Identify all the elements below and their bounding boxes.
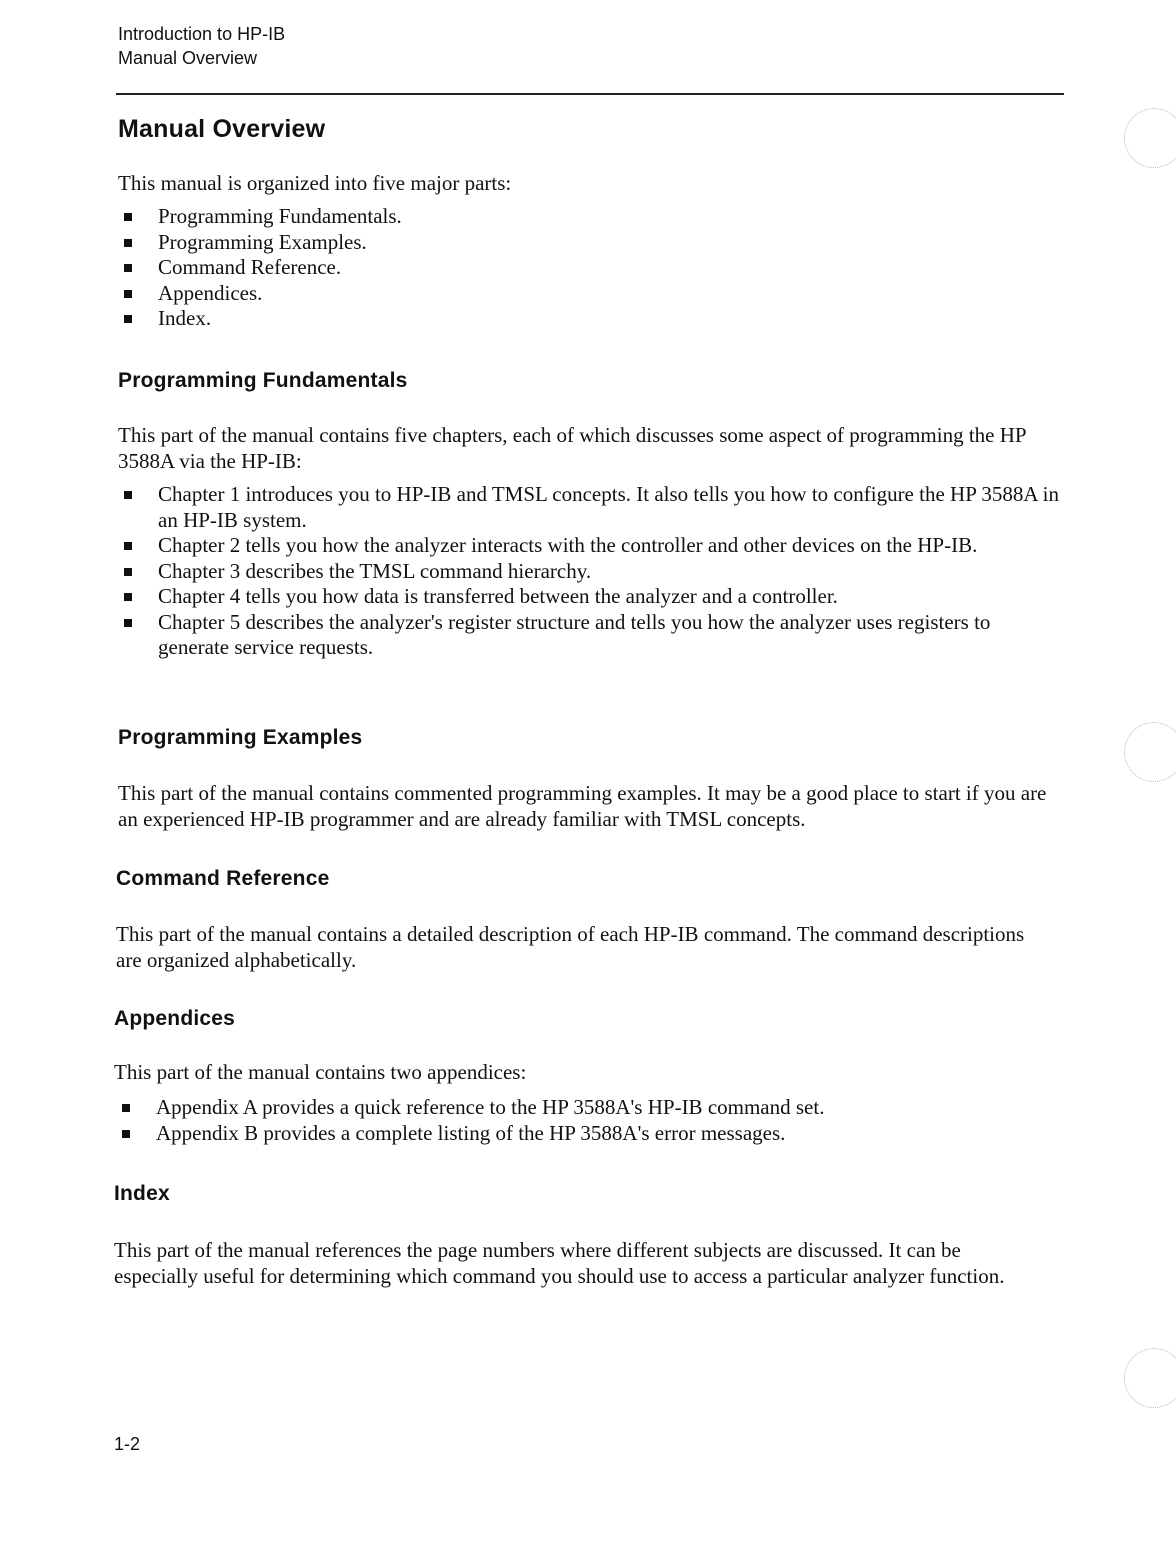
page-number: 1-2 <box>114 1434 141 1454</box>
bullet-icon <box>124 491 132 499</box>
examples-paragraph: This part of the manual contains commented programming examples. It may be a good place to start if you are an experienced HP-IB programmer and are already familiar with TMSL concepts. <box>118 781 1047 831</box>
bullet-icon <box>122 1130 130 1138</box>
punch-hole <box>1124 722 1176 782</box>
list-item: Chapter 2 tells you how the analyzer interacts with the controller and other devices on the HP-IB. <box>118 533 1063 559</box>
index-paragraph: This part of the manual references the page numbers where different subjects are discussed. It can be especially useful for determining which command you should use to access a particular analyzer function. <box>114 1238 1005 1288</box>
running-head <box>118 22 285 70</box>
running-head-chapter: Introduction to HP-IB <box>118 24 286 44</box>
list-item: Chapter 4 tells you how data is transferred between the analyzer and a controller. <box>118 584 1063 610</box>
list-item: Index. <box>118 306 1018 332</box>
fundamentals-paragraph: This part of the manual contains five chapters, each of which discusses some aspect of programming the HP 3588A via the HP-IB: <box>118 423 1026 473</box>
bullet-icon <box>124 213 132 221</box>
running-head-section: Manual Overview <box>118 48 258 68</box>
list-item: Programming Examples. <box>118 230 1018 256</box>
bullet-icon <box>122 1104 130 1112</box>
fundamentals-heading: Programming Fundamentals <box>118 369 408 392</box>
index-heading: Index <box>114 1182 170 1205</box>
bullet-icon <box>124 264 132 272</box>
bullet-icon <box>124 619 132 627</box>
list-item: Chapter 3 describes the TMSL command hierarchy. <box>118 559 1063 585</box>
list-item: Appendix A provides a quick reference to the HP 3588A's HP-IB command set. <box>116 1095 1016 1121</box>
appendices-paragraph: This part of the manual contains two appendices: <box>114 1060 527 1084</box>
page-title: Manual Overview <box>118 115 326 143</box>
list-item: Appendices. <box>118 281 1018 307</box>
bullet-icon <box>124 290 132 298</box>
bullet-icon <box>124 593 132 601</box>
list-item: Appendix B provides a complete listing of the HP 3588A's error messages. <box>116 1121 1016 1147</box>
bullet-icon <box>124 568 132 576</box>
list-item: Programming Fundamentals. <box>118 204 1018 230</box>
list-item: Chapter 1 introduces you to HP-IB and TMSL concepts. It also tells you how to configure the HP 3588A in an HP-IB system. <box>118 482 1063 533</box>
header-rule <box>116 93 1064 95</box>
bullet-icon <box>124 542 132 550</box>
intro-paragraph: This manual is organized into five major parts: <box>118 171 512 195</box>
punch-hole <box>1124 1348 1176 1408</box>
punch-hole <box>1124 108 1176 168</box>
reference-paragraph: This part of the manual contains a detailed description of each HP-IB command. The command descriptions are organized alphabetically. <box>116 922 1025 972</box>
appendices-heading: Appendices <box>114 1007 236 1030</box>
chapters-list <box>118 482 1063 661</box>
examples-heading: Programming Examples <box>118 726 363 749</box>
list-item: Command Reference. <box>118 255 1018 281</box>
list-item: Chapter 5 describes the analyzer's register structure and tells you how the analyzer uses registers to generate service requests. <box>118 610 1063 661</box>
bullet-icon <box>124 315 132 323</box>
appendices-list <box>116 1095 1016 1146</box>
parts-list <box>118 204 1018 332</box>
bullet-icon <box>124 239 132 247</box>
reference-heading: Command Reference <box>116 867 330 890</box>
